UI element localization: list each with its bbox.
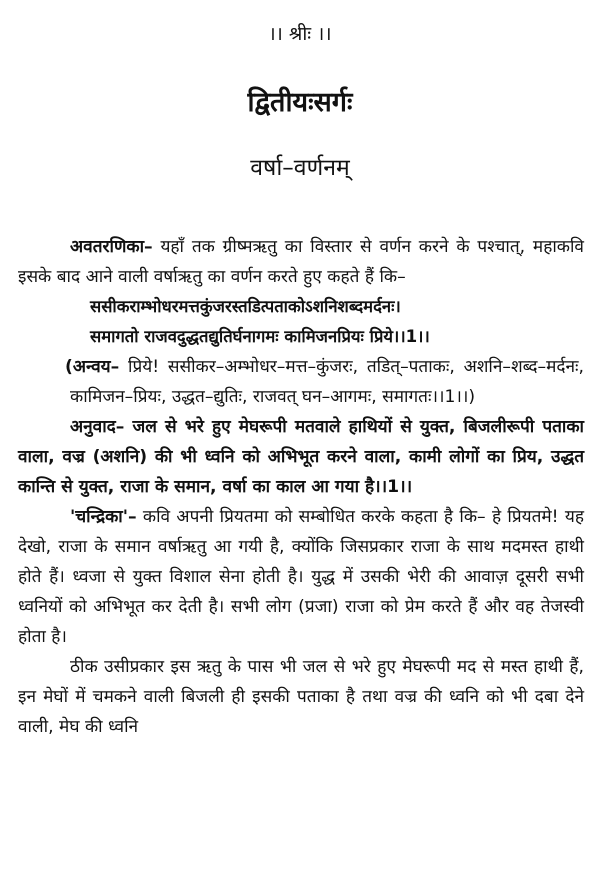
anvaya-text: प्रिये! ससीकर–अम्भोधर–मत्त–कुंजरः, तडित्–पताकः, अशनि–शब्द–मर्दनः, कामिजन–प्रियः, उद्धत–द्युतिः, राजवत् घन–आगमः, समागतः।।1।।) xyxy=(70,357,584,407)
section-title: वर्षा–वर्णनम् xyxy=(250,155,350,181)
avataranika-label: अवतरणिका– xyxy=(70,237,153,257)
avataranika-text: यहाँ तक ग्रीष्मऋतु का विस्तार से वर्णन करने के पश्चात्, महाकवि इसके बाद आने वाली वर्षाऋतु का वर्णन करते हुए कहते हैं कि– xyxy=(18,237,584,287)
anvaya-paragraph xyxy=(18,352,584,412)
anvaya-label: (अन्वय– xyxy=(65,357,120,377)
anuvad-paragraph xyxy=(18,412,584,502)
chandrika-label: 'चन्द्रिका'– xyxy=(70,507,137,527)
chandrika-paragraph xyxy=(18,502,584,652)
verse-line-2: समागतो राजवदुद्धतद्युतिर्घनागमः कामिजनप्रियः प्रिये।।1।। xyxy=(90,327,430,346)
chandrika-text: कवि अपनी प्रियतमा को सम्बोधित करके कहता है कि– हे प्रियतमे! यह देखो, राजा के समान वर्षाऋतु आ गयी है, क्योंकि जिसप्रकार राजा के साथ मदमस्त हाथी होते हैं। ध्वजा से युक्त विशाल सेना होती है। युद्ध में उसकी भेरी की आवाज़ दूसरी सभी ध्वनियों को अभिभूत कर देती है। सभी लोग (प्रजा) राजा को प्रेम करते हैं और वह तेजस्वी होता है। xyxy=(18,507,584,647)
invocation-heading: ।। श्रीः ।। xyxy=(268,23,332,45)
anuvad-text: जल से भरे हुए मेघरूपी मतवाले हाथियों से युक्त, बिजलीरूपी पताका वाला, वज्र (अशनि) की भी ध्वनि को अभिभूत करने वाला, कामी लोगों का प्रिय, उद्धत कान्ति से युक्त, राजा के समान, वर्षा का काल आ गया है।।1।। xyxy=(18,417,584,497)
verse-line-1: ससीकराम्भोधरमत्तकुंजरस्तडित्पताकोऽशनिशब्दमर्दनः। xyxy=(90,297,401,316)
avataranika-paragraph xyxy=(18,232,584,292)
continuation-paragraph: ठीक उसीप्रकार इस ऋतु के पास भी जल से भरे हुए मेघरूपी मद से मस्त हाथी हैं, इन मेघों में चमकने वाली बिजली ही इसकी पताका है तथा वज्र की ध्वनि को भी दबा देने वाली, मेघ की ध्वनि xyxy=(18,657,584,737)
body-text xyxy=(18,232,584,742)
chapter-title: द्वितीयःसर्गः xyxy=(247,87,353,118)
anuvad-label: अनुवाद– xyxy=(70,417,125,437)
